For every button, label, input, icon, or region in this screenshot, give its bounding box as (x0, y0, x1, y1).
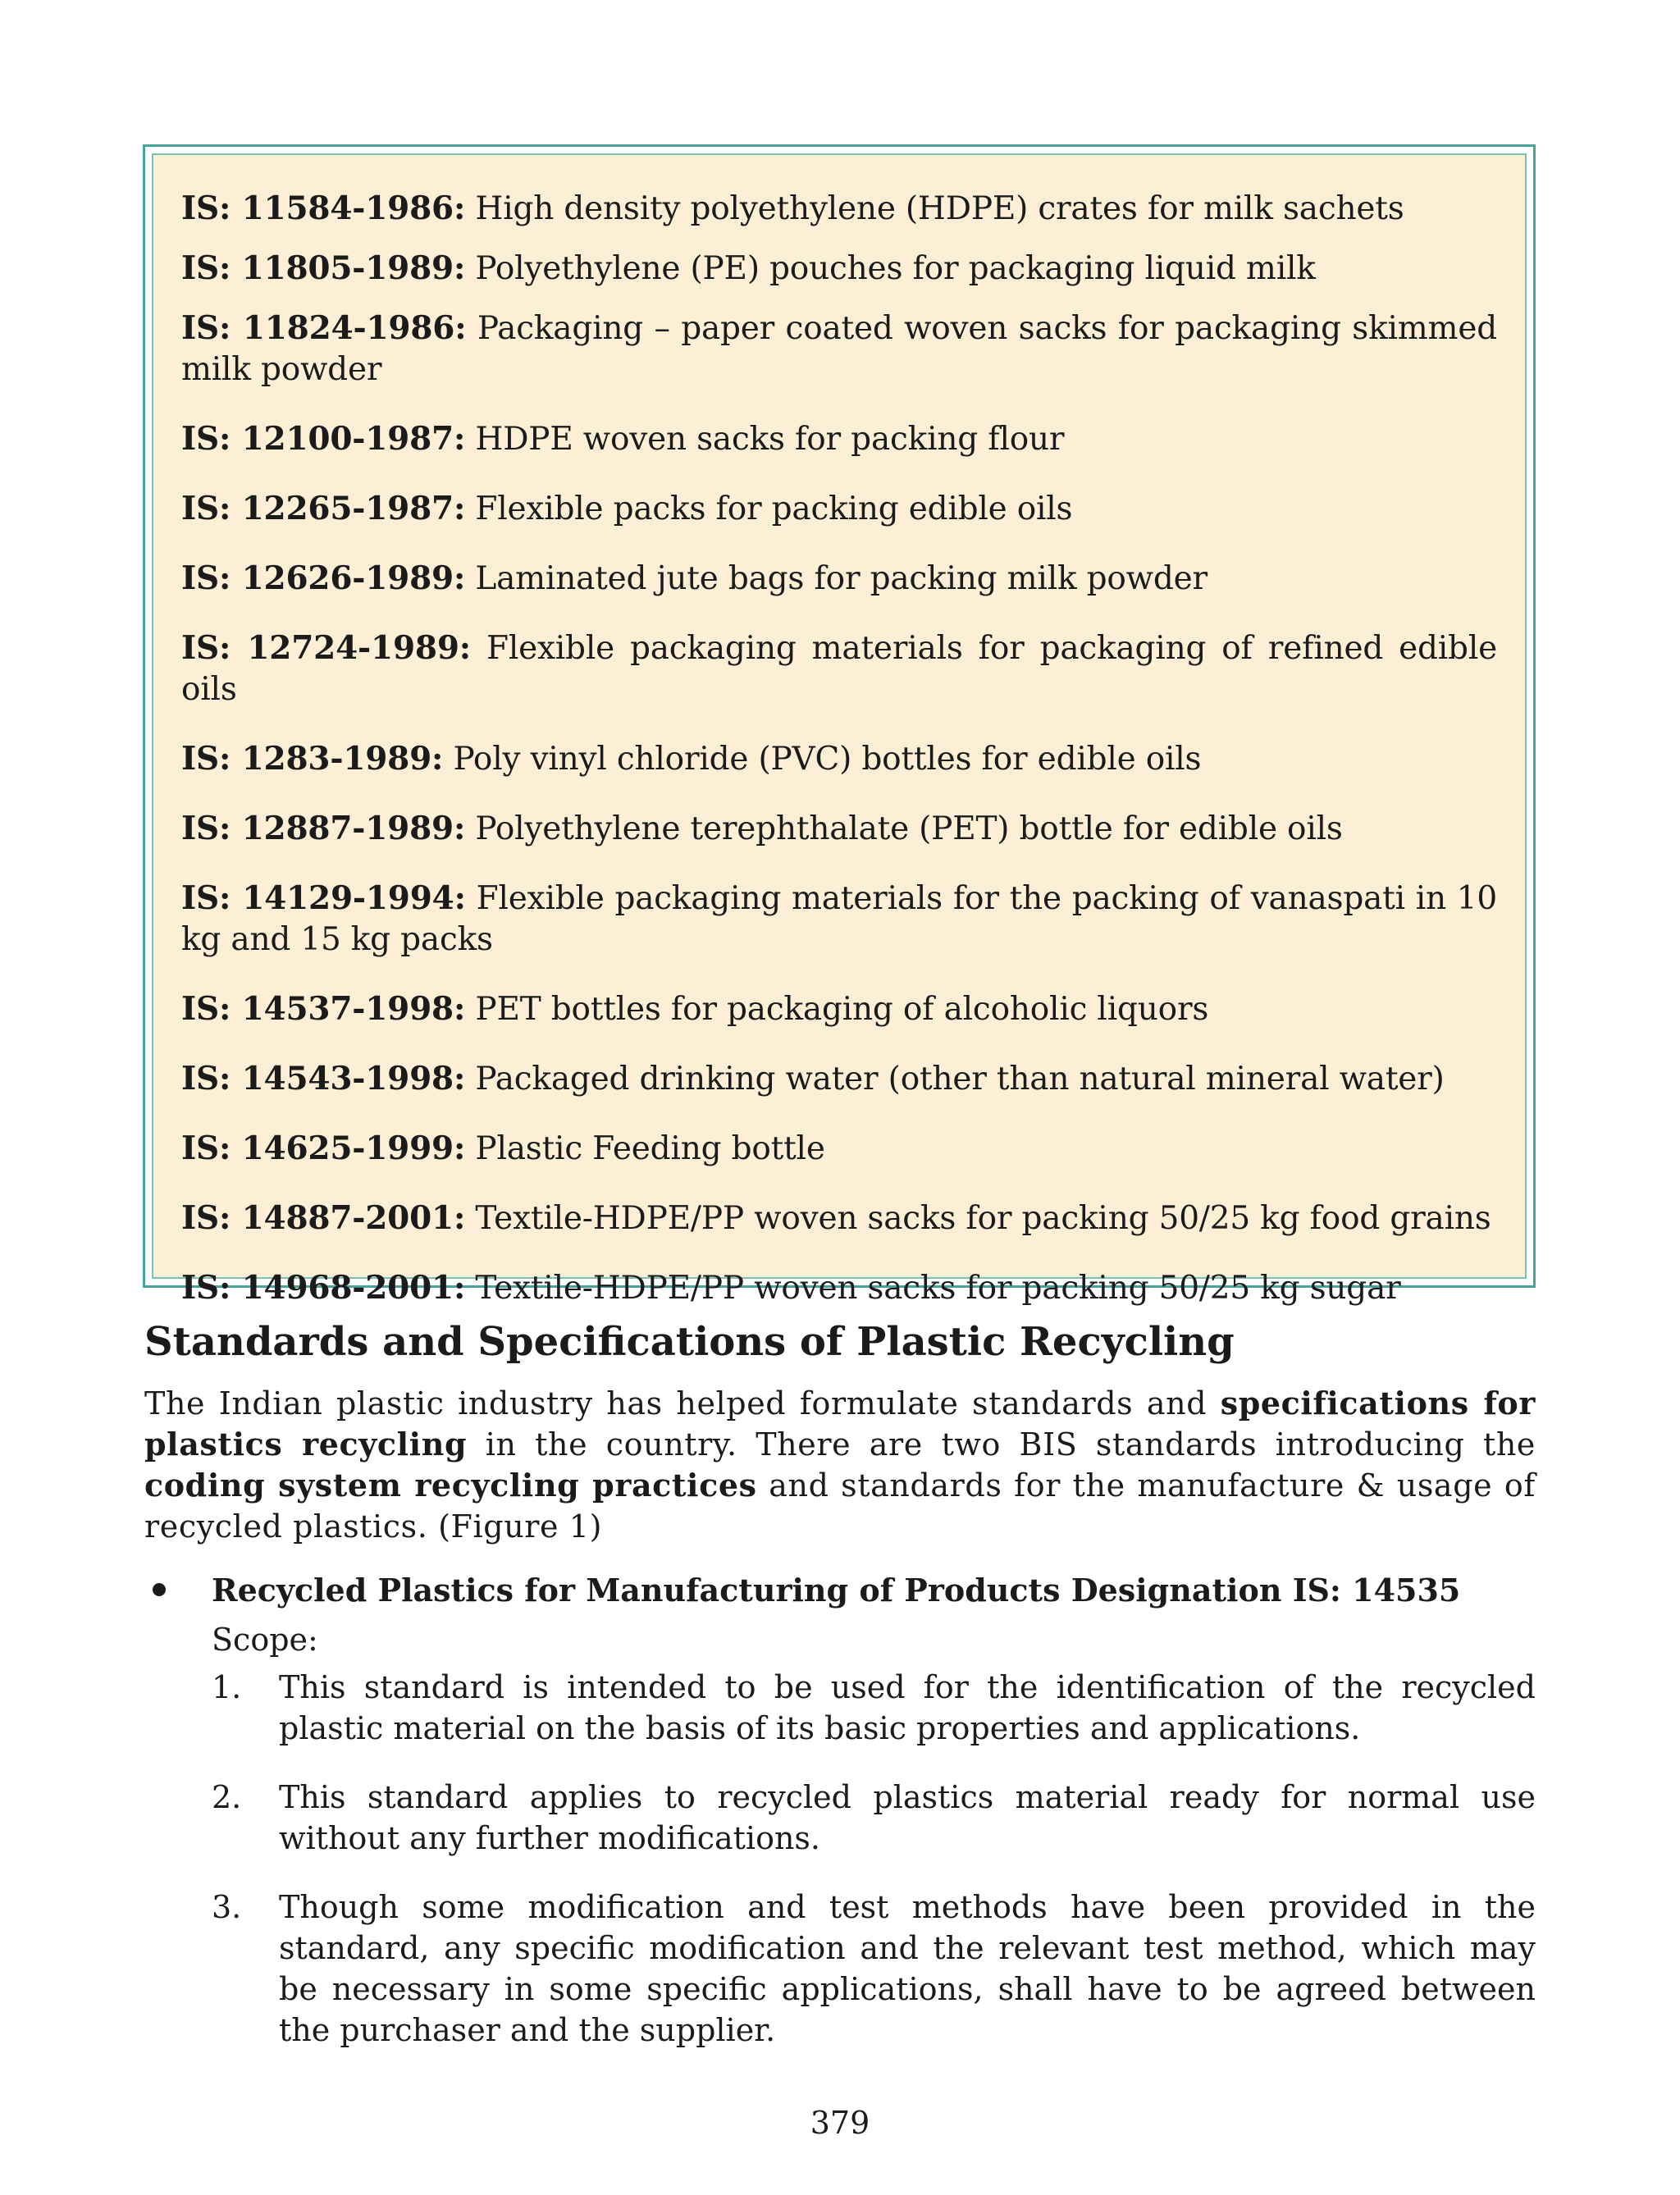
standard-item (181, 738, 1497, 780)
standard-description: PET bottles for packaging of alcoholic liquors (465, 991, 1209, 1028)
standard-code: IS: 14968-2001: (181, 1269, 466, 1307)
standard-code: IS: 11824-1986: (181, 309, 467, 347)
standard-code: IS: 14537-1998: (181, 990, 466, 1028)
intro-emphasis: specifications for plastics recycling (144, 1385, 1536, 1463)
list-item-text: This standard is intended to be used for the identification of the recycled plastic material on the basis of its basic properties and applications. (279, 1669, 1536, 1746)
page-number: 379 (810, 2105, 870, 2141)
standard-code: IS: 14543-1998: (181, 1060, 466, 1098)
standard-item (181, 248, 1497, 290)
standard-code: IS: 12887-1989: (181, 810, 466, 847)
standard-item (181, 627, 1497, 710)
standard-description: Flexible packs for packing edible oils (465, 491, 1073, 527)
list-number: 3. (212, 1889, 242, 1925)
list-item-text: Though some modification and test methods have been provided in the standard, any specific modification and the relevant test method, which may be necessary in some specific applications, shall have to be agreed between the purchaser and the supplier. (279, 1889, 1536, 2048)
list-number: 2. (212, 1779, 242, 1815)
standard-code: IS: 11805-1989: (181, 249, 466, 287)
scope-list (212, 1667, 1536, 2079)
standard-description: Poly vinyl chloride (PVC) bottles for edible oils (443, 741, 1202, 778)
standard-description: Packaged drinking water (other than natural mineral water) (465, 1061, 1445, 1098)
list-item-text: This standard applies to recycled plastics material ready for normal use without any further modifications. (279, 1779, 1536, 1856)
standards-box (143, 144, 1536, 1307)
bullet-icon (153, 1583, 166, 1596)
intro-text: and standards for the manufacture & usage of recycled plastics. (Figure 1) (144, 1467, 1536, 1545)
standard-code: IS: 12265-1987: (181, 490, 466, 527)
standard-code: IS: 12100-1987: (181, 420, 466, 458)
standard-code: IS: 14625-1999: (181, 1129, 466, 1167)
standard-item (181, 558, 1497, 600)
scope-label: Scope: (212, 1622, 318, 1658)
section-heading: Standards and Specifications of Plastic Recycling (144, 1319, 1235, 1365)
standard-item (181, 418, 1497, 460)
standard-description: HDPE woven sacks for packing flour (465, 421, 1065, 458)
standard-item (181, 988, 1497, 1030)
standard-code: IS: 14129-1994: (181, 879, 466, 917)
standard-description: High density polyethylene (HDPE) crates for milk sachets (465, 190, 1404, 227)
standard-code: IS: 11584-1986: (181, 189, 466, 227)
standard-item (181, 308, 1497, 390)
scope-list-item (212, 1777, 1536, 1859)
standard-item (181, 188, 1497, 230)
standard-code: IS: 12626-1989: (181, 559, 466, 597)
standard-description: Polyethylene terephthalate (PET) bottle for edible oils (465, 810, 1343, 847)
standard-item (181, 808, 1497, 850)
standard-item (181, 1267, 1497, 1309)
standard-description: Polyethylene (PE) pouches for packaging liquid milk (465, 250, 1316, 287)
standard-description: Packaging – paper coated woven sacks for packaging skimmed milk powder (181, 310, 1497, 388)
intro-text: in the country. There are two BIS standards introducing the (467, 1426, 1536, 1463)
standard-item (181, 1128, 1497, 1170)
standard-description: Laminated jute bags for packing milk powder (465, 560, 1208, 597)
standards-list (152, 153, 1527, 1307)
standard-description: Flexible packaging materials for packaging of refined edible oils (181, 630, 1497, 708)
standard-item (181, 488, 1497, 530)
standard-description: Flexible packaging materials for the packing of vanaspati in 10 kg and 15 kg packs (181, 880, 1497, 958)
standard-code: IS: 12724-1989: (181, 629, 471, 667)
scope-list-item (212, 1887, 1536, 2051)
list-number: 1. (212, 1669, 242, 1705)
intro-paragraph (144, 1383, 1536, 1547)
standard-item (181, 1198, 1497, 1239)
standard-code: IS: 1283-1989: (181, 740, 444, 778)
intro-emphasis: coding system recycling practices (144, 1467, 757, 1504)
standard-description: Plastic Feeding bottle (465, 1130, 825, 1167)
standard-description: Textile-HDPE/PP woven sacks for packing 50/25 kg sugar (465, 1270, 1401, 1307)
intro-text: The Indian plastic industry has helped formulate standards and (144, 1385, 1221, 1422)
standard-item (181, 1058, 1497, 1100)
standard-code: IS: 14887-2001: (181, 1199, 466, 1237)
bullet-heading: Recycled Plastics for Manufacturing of Products Designation IS: 14535 (212, 1572, 1461, 1609)
scope-list-item (212, 1667, 1536, 1749)
standard-item (181, 878, 1497, 961)
standard-description: Textile-HDPE/PP woven sacks for packing 50/25 kg food grains (465, 1200, 1491, 1237)
